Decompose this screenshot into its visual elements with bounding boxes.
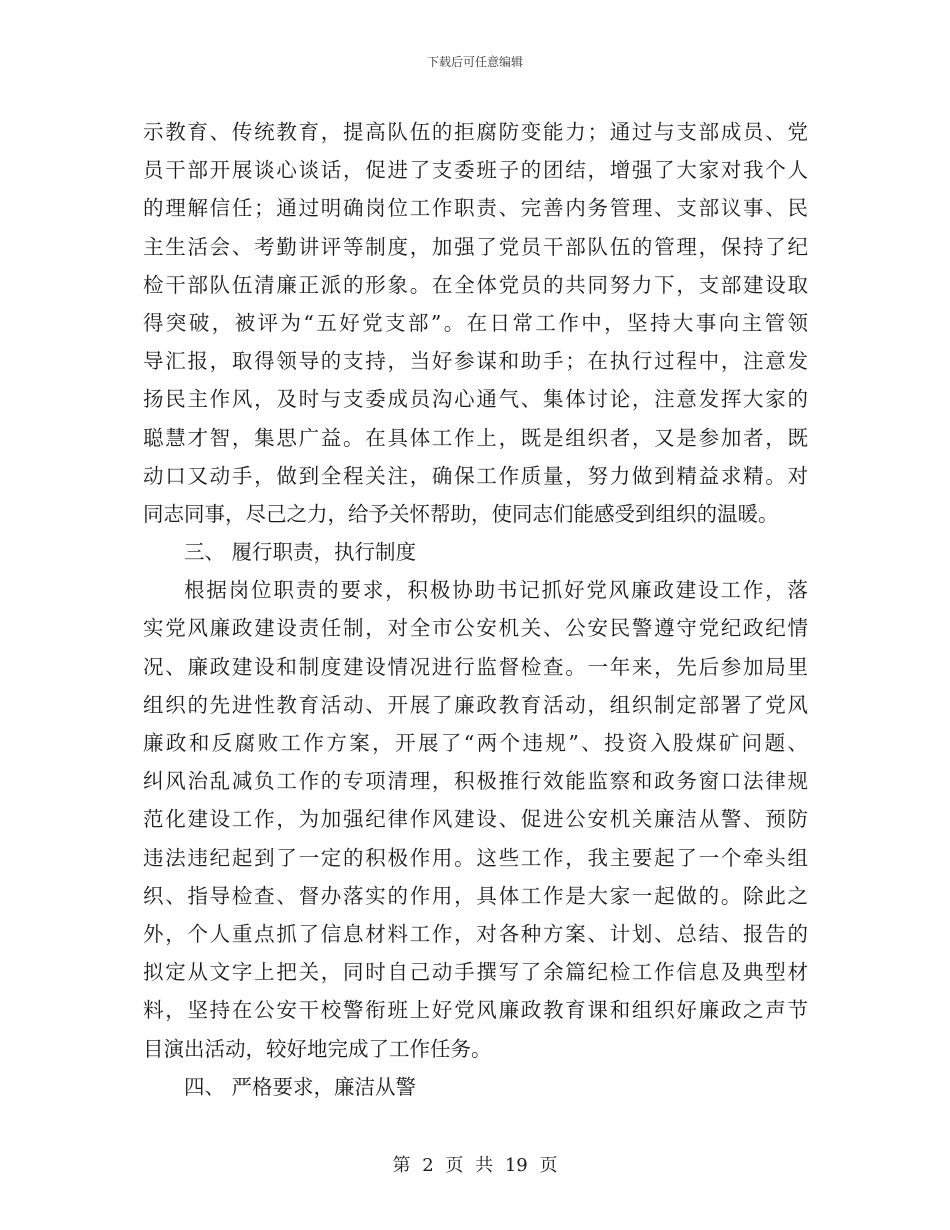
body-line: 扬民主作风，及时与支委成员沟心通气、集体讨论，注意发挥大家的 — [143, 387, 808, 412]
body-line: 同志同事，尽己之力，给予关怀帮助，使同志们能感受到组织的温暖。 — [143, 501, 779, 526]
body-line: 动口又动手，做到全程关注，确保工作质量，努力做到精益求精。对 — [143, 463, 808, 488]
body-line: 得突破，被评为“五好党支部”。在日常工作中，坚持大事向主管领 — [143, 310, 808, 335]
body-line: 实党风廉政建设责任制，对全市公安机关、公安民警遵守党纪政纪情 — [143, 616, 808, 641]
body-line: 组织的先进性教育活动、开展了廉政教育活动，组织制定部署了党风 — [143, 692, 808, 717]
body-line: 外，个人重点抓了信息材料工作，对各种方案、计划、总结、报告的 — [143, 921, 808, 946]
body-line: 的理解信任；通过明确岗位工作职责、完善内务管理、支部议事、民 — [143, 196, 808, 221]
body-line: 违法违纪起到了一定的积极作用。这些工作，我主要起了一个牵头组 — [143, 845, 808, 870]
document-body — [143, 113, 808, 1106]
body-line: 示教育、传统教育，提高队伍的拒腐防变能力；通过与支部成员、党 — [143, 120, 808, 144]
page-header-note: 下载后可任意编辑 — [426, 55, 523, 69]
body-line: 拟定从文字上把关，同时自己动手撰写了余篇纪检工作信息及典型材 — [143, 960, 808, 985]
body-line: 导汇报，取得领导的支持，当好参谋和助手；在执行过程中，注意发 — [143, 349, 808, 374]
body-line: 根据岗位职责的要求，积极协助书记抓好党风廉政建设工作，落 — [184, 578, 808, 603]
body-line: 廉政和反腐败工作方案，开展了“两个违规”、投资入股煤矿问题、 — [143, 731, 808, 755]
body-line: 主生活会、考勤讲评等制度，加强了党员干部队伍的管理，保持了纪 — [143, 234, 808, 259]
section-heading-4: 四、 严格要求，廉洁从警 — [184, 1074, 417, 1099]
section-heading-3: 三、 履行职责，执行制度 — [184, 540, 417, 565]
body-line: 聪慧才智，集思广益。在具体工作上，既是组织者，又是参加者，既 — [143, 425, 808, 450]
body-line: 目演出活动，较好地完成了工作任务。 — [143, 1036, 492, 1061]
body-line: 纠风治乱减负工作的专项清理，积极推行效能监察和政务窗口法律规 — [143, 769, 808, 794]
body-line: 料，坚持在公安干校警衔班上好党风廉政教育课和组织好廉政之声节 — [143, 998, 808, 1023]
body-line: 员干部开展谈心谈话，促进了支委班子的团结，增强了大家对我个人 — [143, 158, 808, 183]
body-line: 范化建设工作，为加强纪律作风建设、促进公安机关廉洁从警、预防 — [143, 807, 808, 832]
page-number: 第 2 页 共 19 页 — [392, 1155, 558, 1176]
body-line: 况、廉政建设和制度建设情况进行监督检查。一年来，先后参加局里 — [143, 654, 808, 679]
body-line: 检干部队伍清廉正派的形象。在全体党员的共同努力下，支部建设取 — [143, 272, 808, 297]
body-line: 织、指导检查、督办落实的作用，具体工作是大家一起做的。除此之 — [143, 883, 808, 908]
